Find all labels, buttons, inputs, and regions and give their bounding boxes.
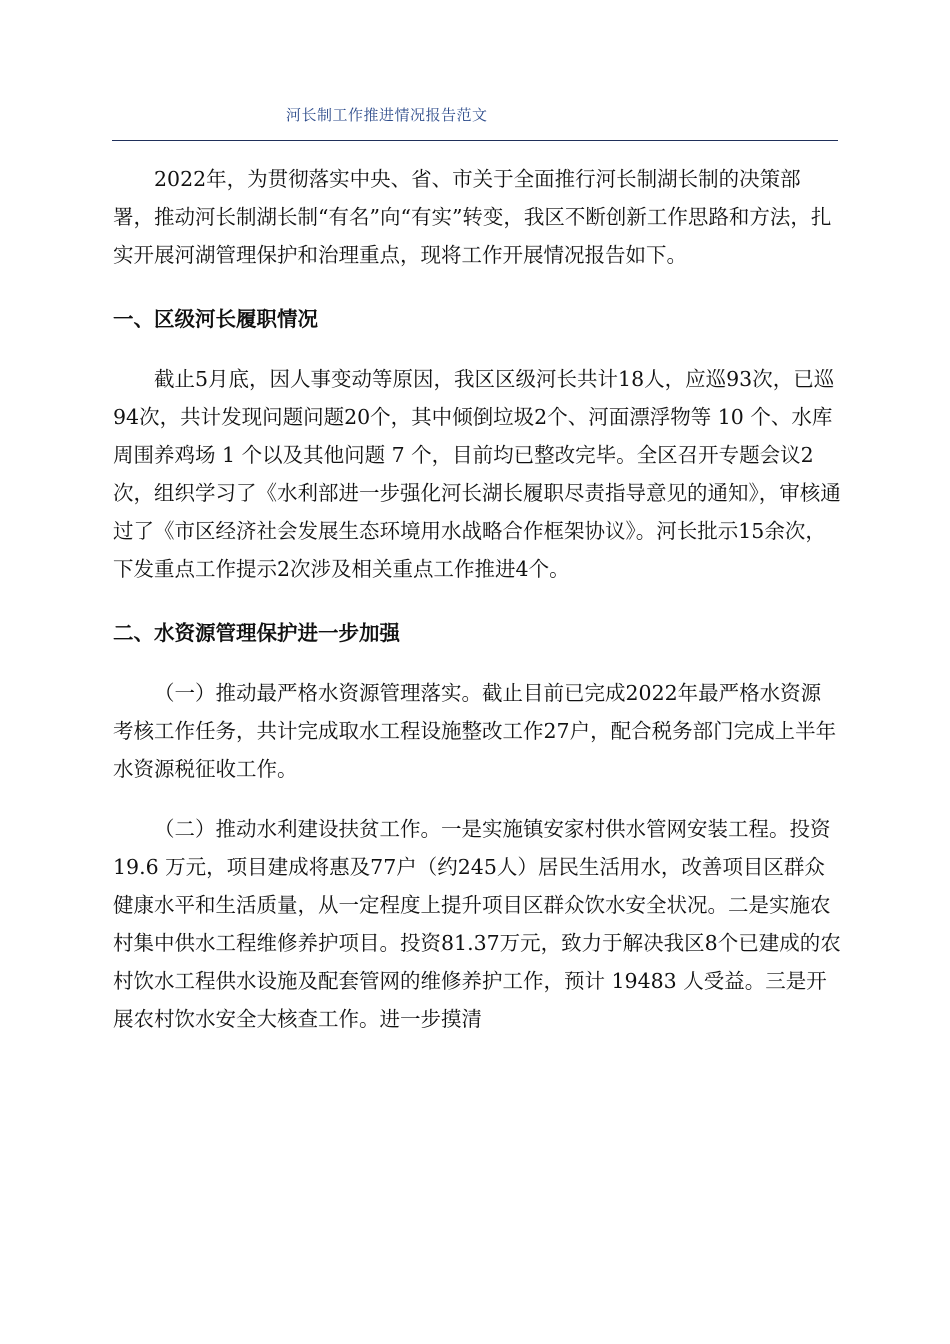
header-title: 河长制工作推进情况报告范文 (286, 106, 488, 124)
section-2-paragraph-1: （一）推动最严格水资源管理落实。截止目前已完成2022年最严格水资源考核工作任务，共计完成取水工程设施整改工作27户，配合税务部门完成上半年水资源税征收工作。 (113, 681, 837, 781)
section-2-paragraph-2: （二）推动水利建设扶贫工作。一是实施镇安家村供水管网安装工程。投资 19.6 万元，项目建成将惠及77户（约245人）居民生活用水，改善项目区群众健康水平和生活质量，从一定程度上提升项目区群众饮水安全状况。二是实施农村集中供水工程维修养护项目。投资81.37万元，致力于解决我区8个已建成的农村饮水工程供水设施及配套管网的维修养护工作，预计 19483 人受益。三是开展农村饮水安全大核查工作。进一步摸清 (113, 817, 841, 1031)
section-1-paragraph-1: 截止5月底，因人事变动等原因，我区区级河长共计18人，应巡93次，已巡94次，共计发现问题问题20个，其中倾倒垃圾2个、河面漂浮物等 10 个、水库周围养鸡场 1 个以及其他问题 7 个，目前均已整改完毕。全区召开专题会议2次，组织学习了《水利部进一步强化河长湖长履职尽责指导意见的通知》，审核通过了《市区经济社会发展生态环境用水战略合作框架协议》。河长批示15余次，下发重点工作提示2次涉及相关重点工作推进4个。 (113, 367, 841, 581)
intro-paragraph: 2022年，为贯彻落实中央、省、市关于全面推行河长制湖长制的决策部署，推动河长制湖长制“有名”向“有实”转变，我区不断创新工作思路和方法，扎实开展河湖管理保护和治理重点，现将工作开展情况报告如下。 (113, 167, 832, 267)
section-heading-1: 一、区级河长履职情况 (113, 307, 318, 331)
section-heading-2: 二、水资源管理保护进一步加强 (113, 621, 400, 645)
header-divider (112, 140, 838, 141)
document-body (113, 160, 841, 1038)
